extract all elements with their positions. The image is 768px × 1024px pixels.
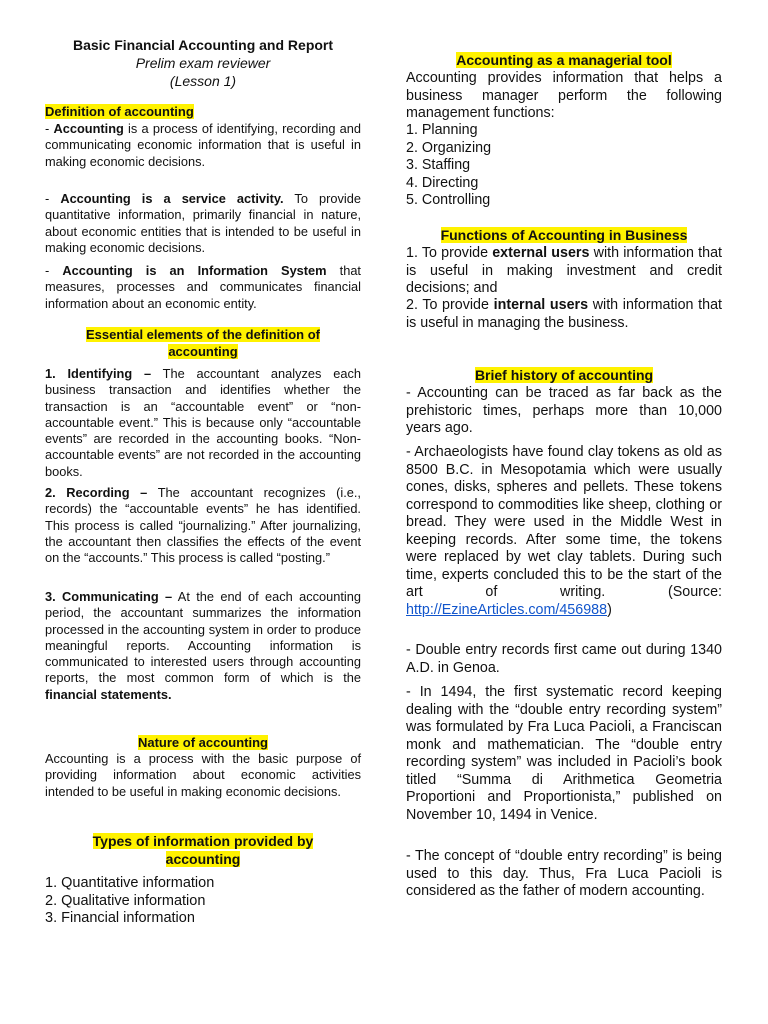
history-paragraph-1: - Accounting can be traced as far back as the prehistoric times, perhaps more than 10,000 years ago.: [406, 385, 722, 436]
list-item: 4. Directing: [406, 174, 479, 191]
essential-item-recording: 2. Recording – The accountant recognizes (i.e., records) the “accountable events” he has identified. This process is called “journalizing.” After journalizing, the accountant then classifies the effects of the event on the “accounts.” This process is called “posting.”: [45, 485, 361, 566]
definition-heading: Definition of accounting: [45, 104, 194, 119]
managerial-list: [406, 122, 722, 210]
definition-paragraph-1: - Accounting is a process of identifying, recording and communicating economic information that is useful in making economic decisions.: [45, 121, 361, 169]
list-item: 3. Financial information: [45, 910, 195, 926]
definition-paragraph-3: - Accounting is an Information System that measures, processes and communicates financial information about an economic entity.: [45, 263, 361, 311]
essential-item-identifying: 1. Identifying – The accountant analyzes each business transaction and identifies whether the transaction is an “accountable event” or “non-accountable event.” This is because only “accountable events” are recorded in the accounting books. “Non-accountable events” are not recorded in the accounting books.: [45, 366, 361, 479]
list-item: 1. Quantitative information: [45, 875, 215, 891]
history-paragraph-2: - Archaeologists have found clay tokens as old as 8500 B.C. in Mesopotamia which were usually cones, disks, spheres and pellets. These tokens correspond to commodities like sheep, clothing or bread. They were used in the Middle West in keeping records. After some time, the tokens were replaced by wet clay tablets. During such time, experts concluded this to be the start of the art of writing. (Source: http://EzineArticles.com/456988): [406, 444, 722, 618]
document-title: [45, 36, 361, 90]
list-item: 3. Staffing: [406, 157, 471, 173]
nature-heading: Nature of accounting: [137, 735, 268, 750]
source-link[interactable]: http://EzineArticles.com/456988: [406, 601, 608, 618]
history-heading: Brief history of accounting: [474, 367, 654, 383]
essential-heading: Essential elements of the definition of accounting: [85, 327, 321, 359]
managerial-heading: Accounting as a managerial tool: [456, 52, 672, 68]
functions-heading: Functions of Accounting in Business: [440, 227, 688, 243]
list-item: 2. Qualitative information: [45, 892, 206, 909]
definition-paragraph-2: - Accounting is a service activity. To provide quantitative information, primarily financial in nature, about economic entities that is intended to be useful in making economic decisions.: [45, 191, 361, 255]
history-paragraph-3: - Double entry records first came out during 1340 A.D. in Genoa.: [406, 642, 722, 676]
essential-item-communicating: 3. Communicating – At the end of each accounting period, the accountant summarizes the information processed in the accounting system in order to produce meaningful reports. Accounting information is communicated to interested users through accounting reports, the most common form of which is the financial statements.: [45, 589, 361, 702]
title-subtitle: Prelim exam reviewer: [135, 55, 271, 71]
types-heading: Types of information provided by accounting: [92, 833, 314, 867]
list-item: 5. Controlling: [406, 192, 491, 208]
list-item: 1. Planning: [406, 122, 478, 138]
history-paragraph-4: - In 1494, the first systematic record keeping dealing with the “double entry recording system” was formulated by Fra Luca Pacioli, a Franciscan monk and mathematician. The “double entry recording system” was included in Pacioli’s book titled “Summa di Arithmetica Geometria Proportioni and Proportionista,” published on November 10, 1494 in Venice.: [406, 684, 722, 823]
title-main: Basic Financial Accounting and Report: [72, 37, 334, 53]
types-list: [45, 875, 361, 928]
functions-item-internal: 2. To provide internal users with information that is useful in managing the business.: [406, 297, 722, 331]
managerial-intro: Accounting provides information that helps a business manager perform the following management functions:: [406, 70, 722, 121]
nature-paragraph: Accounting is a process with the basic purpose of providing information about economic activities intended to be useful in making economic decisions.: [45, 751, 361, 799]
history-paragraph-5: - The concept of “double entry recording” is being used to this day. Thus, Fra Luca Pacioli is considered as the father of modern accounting.: [406, 848, 722, 899]
title-lesson: (Lesson 1): [169, 73, 237, 89]
list-item: 2. Organizing: [406, 139, 492, 156]
functions-item-external: 1. To provide external users with information that is useful in making investment and credit decisions; and: [406, 245, 722, 296]
